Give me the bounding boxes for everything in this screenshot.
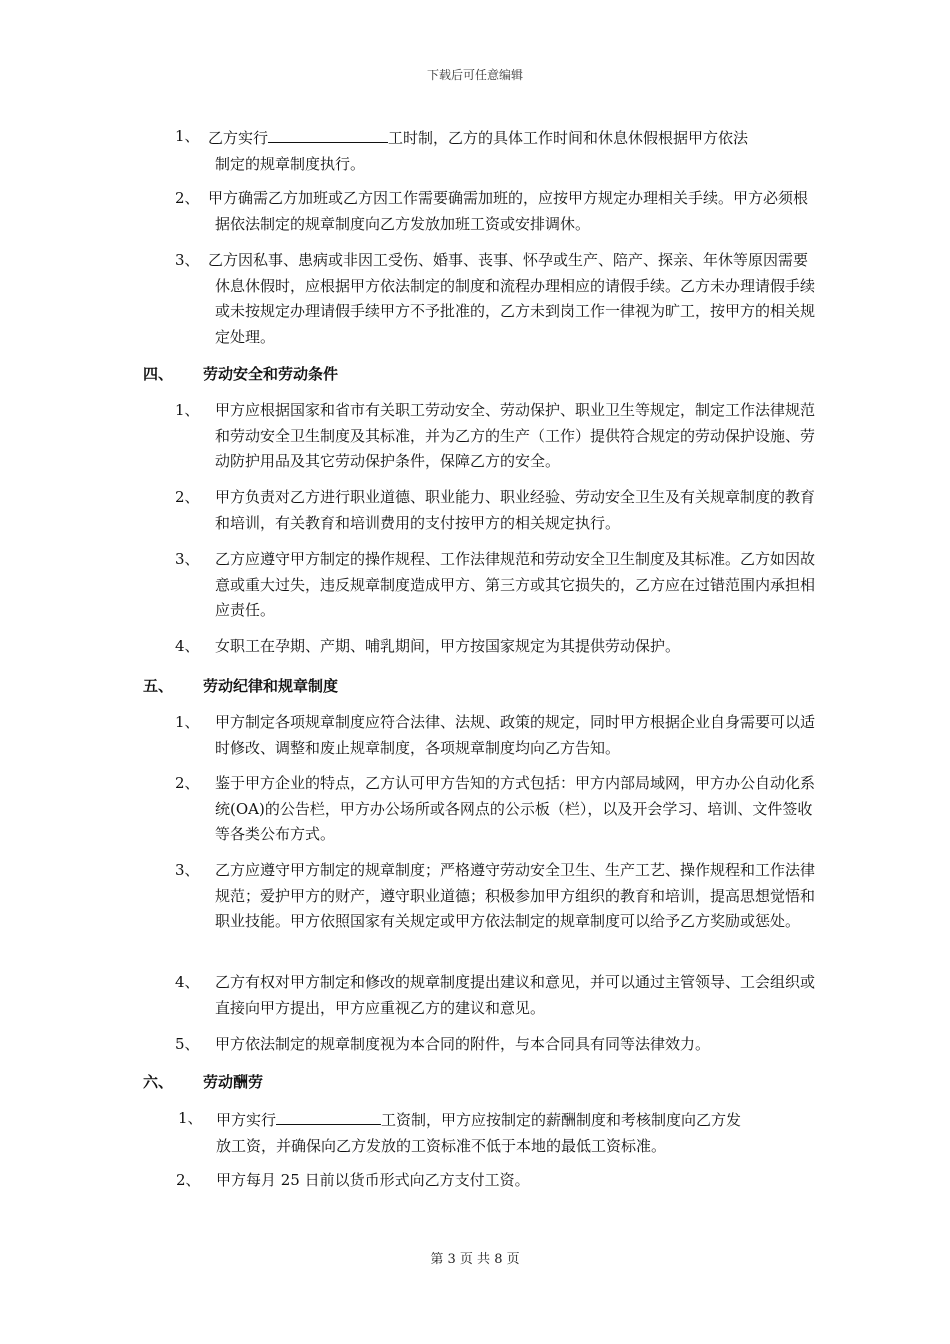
item-text: 甲方负责对乙方进行职业道德、职业能力、职业经验、劳动安全卫生及有关规章制度的教育和培训，有关教育和培训费用的支付按甲方的相关规定执行。	[215, 488, 816, 532]
list-item	[175, 398, 815, 475]
fill-in-blank	[268, 124, 388, 143]
item-text: 甲方依法制定的规章制度视为本合同的附件，与本合同具有同等法律效力。	[215, 1035, 711, 1053]
section-number: 四、	[143, 365, 174, 383]
section-number: 六、	[143, 1073, 174, 1091]
item-number: 2、	[175, 488, 200, 506]
item-number: 2、	[175, 774, 200, 792]
item-text: 甲方实行	[216, 1111, 277, 1129]
list-item	[175, 124, 815, 177]
item-number: 3、	[175, 251, 200, 269]
list-item	[175, 186, 815, 237]
page-header: 下载后可任意编辑	[426, 68, 523, 82]
item-text: 女职工在孕期、产期、哺乳期间，甲方按国家规定为其提供劳动保护。	[215, 637, 681, 655]
list-item	[175, 710, 815, 761]
item-text: 制定的规章制度执行。	[215, 154, 366, 173]
item-number: 1、	[175, 127, 200, 145]
fill-in-blank	[276, 1106, 381, 1125]
item-text: 工资制，甲方应按制定的薪酬制度和考核制度向乙方发	[381, 1111, 742, 1129]
page-footer: 第 3 页 共 8 页	[430, 1252, 520, 1267]
item-text: 工时制，乙方的具体工作时间和休息休假根据甲方依法	[388, 129, 749, 147]
item-number: 2、	[175, 189, 200, 207]
item-number: 1、	[175, 401, 200, 419]
item-number: 4、	[175, 973, 200, 991]
section-title: 劳动安全和劳动条件	[203, 365, 339, 383]
item-number: 5、	[175, 1035, 200, 1053]
list-item	[175, 547, 815, 624]
section-title: 劳动酬劳	[203, 1073, 264, 1091]
list-item	[175, 1032, 815, 1058]
list-item	[176, 1168, 816, 1194]
item-text: 乙方应遵守甲方制定的规章制度；严格遵守劳动安全卫生、生产工艺、操作规程和工作法律规范；爱护甲方的财产，遵守职业道德；积极参加甲方组织的教育和培训，提高思想觉悟和职业技能。甲方依照国家有关规定或甲方依法制定的规章制度可以给予乙方奖励或惩处。	[215, 861, 816, 930]
item-text: 乙方应遵守甲方制定的操作规程、工作法律规范和劳动安全卫生制度及其标准。乙方如因故意或重大过失，违反规章制度造成甲方、第三方或其它损失的，乙方应在过错范围内承担相应责任。	[215, 550, 816, 619]
item-text: 乙方实行	[208, 129, 269, 147]
item-number: 3、	[175, 550, 200, 568]
list-item	[178, 1106, 818, 1159]
section-number: 五、	[143, 677, 174, 695]
section-title: 劳动纪律和规章制度	[203, 677, 339, 695]
item-number: 4、	[175, 637, 200, 655]
list-item	[175, 970, 815, 1021]
item-text: 甲方每月 25 日前以货币形式向乙方支付工资。	[216, 1171, 530, 1189]
item-text: 甲方应根据国家和省市有关职工劳动安全、劳动保护、职业卫生等规定，制定工作法律规范和劳动安全卫生制度及其标准，并为乙方的生产（工作）提供符合规定的劳动保护设施、劳动防护用品及其它劳动保护条件，保障乙方的安全。	[215, 401, 816, 470]
item-text: 甲方制定各项规章制度应符合法律、法规、政策的规定，同时甲方根据企业自身需要可以适时修改、调整和废止规章制度，各项规章制度均向乙方告知。	[215, 713, 816, 757]
list-item	[175, 858, 815, 935]
list-item	[175, 485, 815, 536]
item-number: 1、	[178, 1109, 203, 1127]
list-item	[175, 248, 815, 350]
item-text: 鉴于甲方企业的特点，乙方认可甲方告知的方式包括：甲方内部局域网，甲方办公自动化系统(OA)的公告栏，甲方办公场所或各网点的公示板（栏），以及开会学习、培训、文件签收等各类公布方式。	[215, 774, 816, 843]
item-text: 乙方因私事、患病或非因工受伤、婚事、丧事、怀孕或生产、陪产、探亲、年休等原因需要休息休假时，应根据甲方依法制定的制度和流程办理相应的请假手续。乙方未办理请假手续或未按规定办理请假手续甲方不予批准的，乙方未到岗工作一律视为旷工，按甲方的相关规定处理。	[208, 251, 816, 346]
item-text: 甲方确需乙方加班或乙方因工作需要确需加班的，应按甲方规定办理相关手续。甲方必须根据依法制定的规章制度向乙方发放加班工资或安排调休。	[208, 189, 809, 233]
item-number: 3、	[175, 861, 200, 879]
item-number: 2、	[176, 1171, 201, 1189]
list-item	[175, 634, 815, 660]
item-text: 乙方有权对甲方制定和修改的规章制度提出建议和意见，并可以通过主管领导、工会组织或直接向甲方提出，甲方应重视乙方的建议和意见。	[215, 973, 816, 1017]
item-text: 放工资，并确保向乙方发放的工资标准不低于本地的最低工资标准。	[216, 1136, 667, 1155]
item-number: 1、	[175, 713, 200, 731]
list-item	[175, 771, 815, 848]
